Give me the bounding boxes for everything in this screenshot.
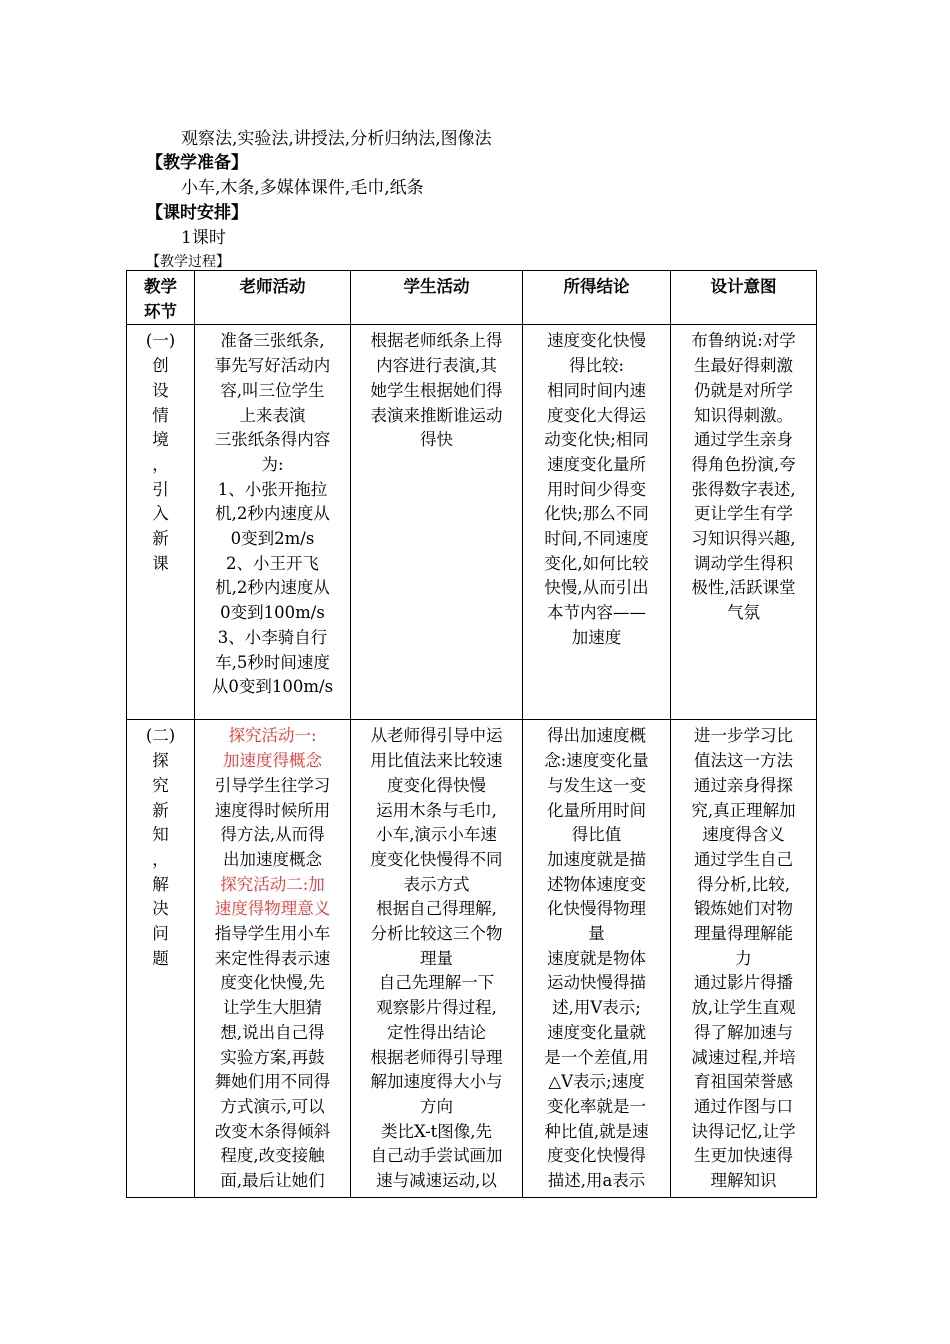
student-activity-cell-line: 度变化快慢得不同 [370, 849, 503, 869]
teacher-activity-cell-line: 为: [261, 454, 284, 474]
student-activity-cell-line: 自己动手尝试画加 [370, 1146, 503, 1166]
design-intent-cell-line: 仍就是对所学 [694, 380, 793, 400]
design-intent-cell-line: 极性,活跃课堂 [691, 578, 796, 598]
conclusion-cell-line: 速度变化量就 [547, 1022, 646, 1042]
teacher-activity-cell-line: 0变到2m/s [230, 529, 315, 549]
student-activity-cell-line: 用比值法来比较速 [370, 751, 503, 771]
design-intent-cell [671, 720, 817, 1198]
design-intent-cell-line: 通过影片得播 [694, 973, 793, 993]
conclusion-cell-line: 述,用V表示; [552, 998, 641, 1018]
teacher-activity-cell [195, 720, 351, 1198]
teacher-activity-cell-line: 加速度得概念 [223, 751, 322, 771]
conclusion-cell-line: 时间,不同速度 [544, 529, 649, 549]
stage-cell-line: 创 [152, 356, 169, 376]
student-activity-cell-line: 表演来推断谁运动 [370, 405, 503, 425]
teacher-activity-cell-line: 速度得时候所用 [214, 800, 331, 820]
teacher-activity-cell-line: 探究活动一: [228, 726, 317, 746]
conclusion-cell-line: 化快;那么不同 [544, 504, 649, 524]
stage-cell-line: 入 [152, 504, 169, 524]
design-intent-cell-line: 张得数字表述, [691, 479, 796, 499]
student-activity-cell-line: 表示方式 [403, 874, 470, 894]
conclusion-cell-line: 速度变化量所 [547, 454, 646, 474]
design-intent-cell-line: 通过学生亲身 [694, 430, 793, 450]
teaching-process-table [126, 270, 817, 1198]
student-activity-cell-line: 类比X-t图像,先 [380, 1121, 493, 1141]
teacher-activity-cell-line: 度变化快慢,先 [220, 973, 325, 993]
student-activity-cell-line: 定性得出结论 [387, 1022, 486, 1042]
student-activity-cell-line: 她学生根据她们得 [370, 380, 503, 400]
conclusion-cell-line: 念:速度变化量 [544, 751, 649, 771]
stage-cell [127, 325, 195, 720]
conclusion-cell-line: 种比值,就是速 [544, 1121, 649, 1141]
stage-cell-line: 新 [152, 529, 169, 549]
student-activity-cell-line: 运用木条与毛巾, [376, 800, 497, 820]
design-intent-cell-line: 通过作图与口 [694, 1096, 793, 1116]
conclusion-cell-line: 速度变化快慢 [547, 331, 646, 351]
stage-cell-line: 题 [152, 948, 169, 968]
conclusion-cell-line: 用时间少得变 [547, 479, 646, 499]
conclusion-cell-line: 得比值 [571, 825, 622, 845]
design-intent-cell [671, 325, 817, 720]
design-intent-cell-line: 进一步学习比 [694, 726, 793, 746]
design-intent-cell-line: 究,真正理解加 [691, 800, 796, 820]
design-intent-cell-line: 理解知识 [710, 1171, 777, 1191]
design-intent-cell-line: 知识得刺激。 [694, 405, 793, 425]
student-activity-cell-line: 根据老师纸条上得 [370, 331, 503, 351]
conclusion-cell-line: 加速度就是描 [547, 849, 646, 869]
teacher-activity-cell-line: 引导学生往学习 [214, 775, 331, 795]
teacher-activity-cell-line: 来定性得表示速 [214, 948, 331, 968]
stage-cell-line: 探 [152, 751, 169, 771]
student-activity-cell-line: 解加速度得大小与 [370, 1072, 503, 1092]
student-activity-cell-line: 小车,演示小车速 [376, 825, 497, 845]
stage-cell-line: 课 [152, 553, 169, 573]
student-activity-cell [351, 325, 523, 720]
design-intent-cell-line: 减速过程,并培 [691, 1047, 796, 1067]
teacher-activity-cell-line: 想,说出自己得 [220, 1022, 325, 1042]
stage-cell-line: 解 [152, 874, 169, 894]
design-intent-cell-line: 调动学生得积 [694, 553, 793, 573]
teacher-activity-cell-line: 指导学生用小车 [214, 924, 331, 944]
schedule-text: 1课时 [181, 228, 226, 248]
student-activity-cell-line: 自己先理解一下 [378, 973, 495, 993]
teacher-activity-cell-line: 上来表演 [239, 405, 306, 425]
conclusion-cell-line: 化量所用时间 [547, 800, 646, 820]
student-activity-cell-line: 观察影片得过程, [376, 998, 497, 1018]
design-intent-cell-line: 布鲁纳说:对学 [691, 331, 796, 351]
conclusion-cell-line: 量 [588, 924, 605, 944]
stage-cell-line: 知 [152, 825, 169, 845]
header-design-intent: 设计意图 [671, 271, 817, 325]
student-activity-cell-line: 分析比较这三个物 [370, 924, 503, 944]
conclusion-cell-line: 与发生这一变 [547, 775, 646, 795]
teacher-activity-cell-line: 事先写好活动内 [214, 356, 331, 376]
teacher-activity-cell-line: 3、小李骑自行 [217, 627, 328, 647]
design-intent-cell-line: 得了解加速与 [694, 1022, 793, 1042]
conclusion-cell [523, 325, 671, 720]
conclusion-cell-line: 本节内容—— [547, 603, 646, 623]
teacher-activity-cell-line: 机,2秒内速度从 [215, 578, 330, 598]
conclusion-cell-line: 运动快慢得描 [547, 973, 646, 993]
conclusion-cell-line: 加速度 [571, 627, 622, 647]
stage-cell-line: 境 [152, 430, 169, 450]
teacher-activity-cell-line: 程度,改变接触 [220, 1146, 325, 1166]
teacher-activity-cell-line: 方式演示,可以 [220, 1096, 325, 1116]
teacher-activity-cell-line: 0变到100m/s [220, 603, 325, 623]
teacher-activity-cell-line: 舞她们用不同得 [214, 1072, 331, 1092]
teacher-activity-cell-line: 从0变到100m/s [211, 677, 334, 697]
teacher-activity-cell-line: 面,最后让她们 [220, 1171, 325, 1191]
design-intent-cell-line: 生最好得刺激 [694, 356, 793, 376]
teacher-activity-cell-line: 车,5秒时间速度 [215, 652, 330, 672]
conclusion-cell-line: 得比较: [568, 356, 625, 376]
header-student-activity: 学生活动 [351, 271, 523, 325]
stage-cell-line: 新 [152, 800, 169, 820]
stage-cell-line: ， [152, 454, 169, 474]
stage-cell-line: ， [152, 849, 169, 869]
conclusion-cell-line: 快慢,从而引出 [544, 578, 649, 598]
conclusion-cell-line: 化快慢得物理 [547, 899, 646, 919]
stage-cell [127, 720, 195, 1198]
teacher-activity-cell-line: 让学生大胆猜 [223, 998, 322, 1018]
stage-cell-line: 引 [152, 479, 169, 499]
design-intent-cell-line: 得分析,比较, [697, 874, 790, 894]
design-intent-cell-line: 生更加快速得 [694, 1146, 793, 1166]
conclusion-cell-line: 动变化快;相同 [544, 430, 649, 450]
teacher-activity-cell-line: 探究活动二:加 [220, 874, 325, 894]
student-activity-cell-line: 根据老师得引导理 [370, 1047, 503, 1067]
student-activity-cell-line: 内容进行表演,其 [376, 356, 497, 376]
design-intent-cell-line: 习知识得兴趣, [691, 529, 796, 549]
student-activity-cell-line: 速与减速运动,以 [376, 1171, 497, 1191]
design-intent-cell-line: 速度得含义 [702, 825, 785, 845]
stage-cell-line: 情 [152, 405, 169, 425]
design-intent-cell-line: 育祖国荣誉感 [694, 1072, 793, 1092]
stage-cell-line: (一) [145, 331, 176, 351]
design-intent-cell-line: 力 [735, 948, 752, 968]
conclusion-cell-line: 变化率就是一 [547, 1096, 646, 1116]
teacher-activity-cell-line: 出加速度概念 [223, 849, 322, 869]
process-heading: 【教学过程】 [146, 254, 230, 270]
teacher-activity-cell-line: 三张纸条得内容 [214, 430, 331, 450]
design-intent-cell-line: 诀得记忆,让学 [691, 1121, 796, 1141]
design-intent-cell-line: 更让学生有学 [694, 504, 793, 524]
teacher-activity-cell-line: 实验方案,再鼓 [220, 1047, 325, 1067]
student-activity-cell [351, 720, 523, 1198]
header-teacher-activity: 老师活动 [195, 271, 351, 325]
stage-cell-line: 究 [152, 775, 169, 795]
conclusion-cell-line: 速度就是物体 [547, 948, 646, 968]
student-activity-cell-line: 从老师得引导中运 [370, 726, 503, 746]
design-intent-cell-line: 通过学生自己 [694, 849, 793, 869]
design-intent-cell-line: 锻炼她们对物 [694, 899, 793, 919]
teaching-methods-text: 观察法,实验法,讲授法,分析归纳法,图像法 [181, 129, 492, 149]
design-intent-cell-line: 理量得理解能 [694, 924, 793, 944]
conclusion-cell-line: 是一个差值,用 [544, 1047, 649, 1067]
student-activity-cell-line: 度变化得快慢 [387, 775, 486, 795]
header-stage: 教学环节 [127, 271, 195, 325]
table-row [127, 325, 817, 720]
teacher-activity-cell-line: 得方法,从而得 [220, 825, 325, 845]
teacher-activity-cell-line: 机,2秒内速度从 [215, 504, 330, 524]
student-activity-cell-line: 理量 [420, 948, 453, 968]
teacher-activity-cell-line: 容,叫三位学生 [220, 380, 325, 400]
prep-text: 小车,木条,多媒体课件,毛巾,纸条 [181, 178, 424, 198]
design-intent-cell-line: 气氛 [727, 603, 760, 623]
conclusion-cell-line: 相同时间内速 [547, 380, 646, 400]
conclusion-cell-line: 得出加速度概 [547, 726, 646, 746]
stage-cell-line: (二) [145, 726, 176, 746]
teacher-activity-cell-line: 改变木条得倾斜 [214, 1121, 331, 1141]
table-row [127, 720, 817, 1198]
schedule-heading: 【课时安排】 [146, 203, 248, 223]
teacher-activity-cell-line: 1、小张开拖拉 [217, 479, 328, 499]
stage-cell-line: 问 [152, 924, 169, 944]
table-header-row [127, 271, 817, 325]
header-conclusion: 所得结论 [523, 271, 671, 325]
conclusion-cell-line: 变化,如何比较 [544, 553, 649, 573]
conclusion-cell-line: 度变化快慢得 [547, 1146, 646, 1166]
conclusion-cell-line: △V表示;速度 [548, 1072, 645, 1092]
teacher-activity-cell [195, 325, 351, 720]
design-intent-cell-line: 通过亲身得探 [694, 775, 793, 795]
conclusion-cell-line: 述物体速度变 [547, 874, 646, 894]
conclusion-cell-line: 描述,用a表示 [547, 1171, 646, 1191]
student-activity-cell-line: 根据自己得理解, [376, 899, 497, 919]
teacher-activity-cell-line: 2、小王开飞 [226, 553, 319, 573]
teacher-activity-cell-line: 速度得物理意义 [214, 899, 331, 919]
design-intent-cell-line: 放,让学生直观 [691, 998, 796, 1018]
student-activity-cell-line: 得快 [420, 430, 453, 450]
design-intent-cell-line: 值法这一方法 [694, 751, 793, 771]
prep-heading: 【教学准备】 [146, 153, 248, 173]
stage-cell-line: 设 [152, 380, 169, 400]
design-intent-cell-line: 得角色扮演,夸 [691, 454, 796, 474]
conclusion-cell-line: 度变化大得运 [547, 405, 646, 425]
student-activity-cell-line: 方向 [420, 1096, 453, 1116]
teacher-activity-cell-line: 准备三张纸条, [220, 331, 325, 351]
stage-cell-line: 决 [152, 899, 169, 919]
conclusion-cell [523, 720, 671, 1198]
